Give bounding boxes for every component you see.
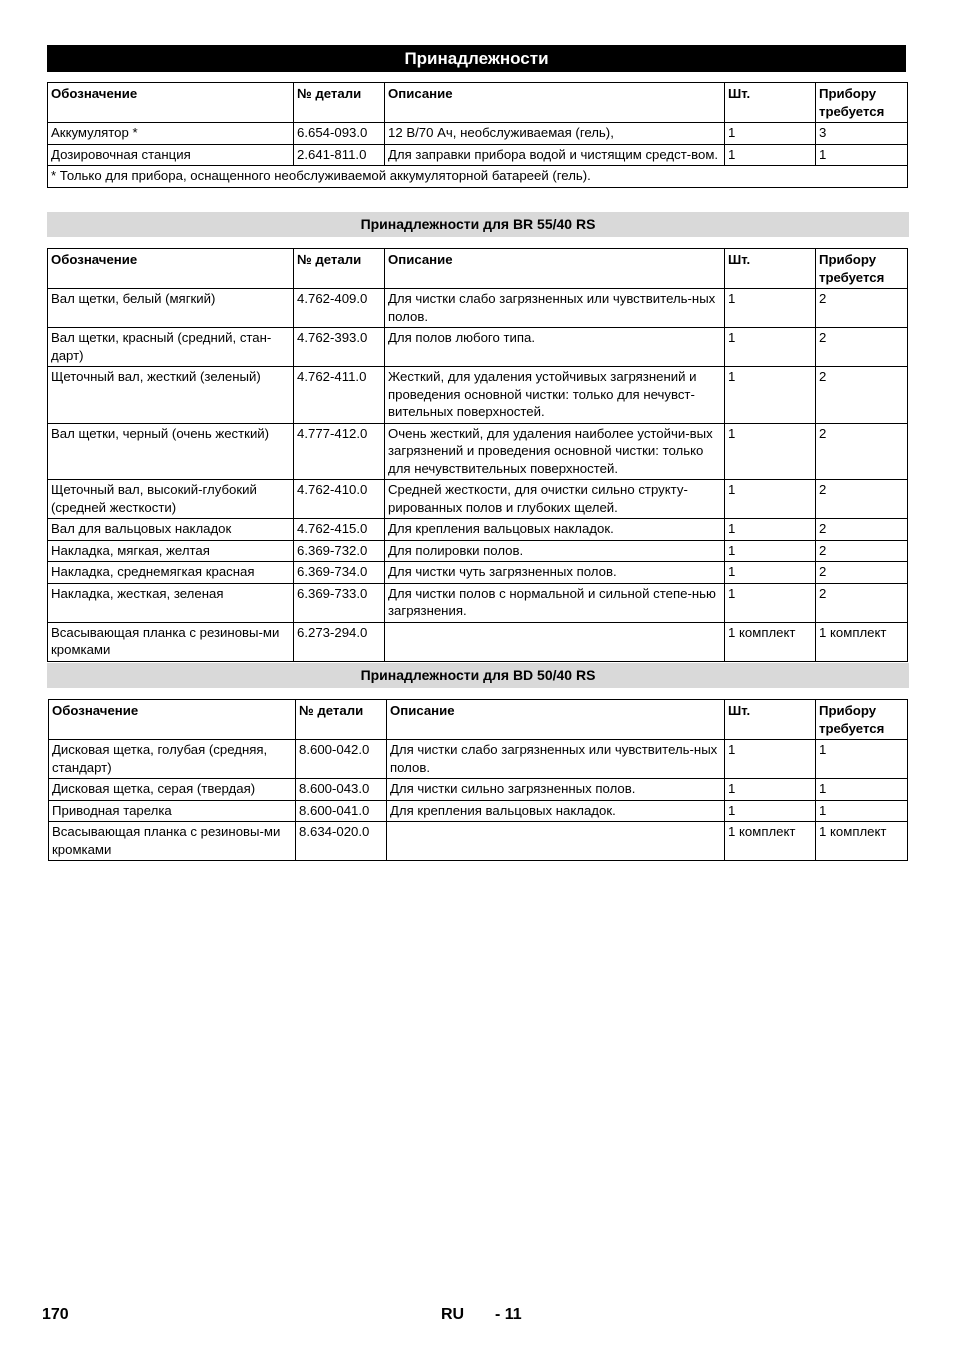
cell-required: 1 комплект <box>816 622 908 661</box>
cell-description: Для чистки сильно загрязненных полов. <box>387 779 725 801</box>
cell-part-number: 8.600-043.0 <box>296 779 387 801</box>
cell-description <box>387 822 725 861</box>
cell-required: 3 <box>816 123 908 145</box>
header-name: Обозначение <box>49 700 296 740</box>
header-required <box>816 700 908 740</box>
cell-part-number: 4.762-409.0 <box>294 289 385 328</box>
cell-name: Дозировочная станция <box>48 144 294 166</box>
cell-name: Аккумулятор * <box>48 123 294 145</box>
cell-description: Для крепления вальцовых накладок. <box>385 519 725 541</box>
cell-required: 2 <box>816 519 908 541</box>
cell-quantity: 1 <box>725 480 816 519</box>
section-page-number: - 11 <box>495 1306 522 1323</box>
cell-quantity: 1 <box>725 519 816 541</box>
cell-part-number: 4.762-393.0 <box>294 328 385 367</box>
table-row <box>48 367 908 424</box>
cell-required: 2 <box>816 583 908 622</box>
cell-required: 2 <box>816 562 908 584</box>
cell-required: 1 <box>816 779 908 801</box>
cell-description: 12 В/70 Ач, необслуживаемая (гель), <box>385 123 725 145</box>
cell-part-number: 6.369-733.0 <box>294 583 385 622</box>
cell-part-number: 8.600-041.0 <box>296 800 387 822</box>
cell-name: Щеточный вал, жесткий (зеленый) <box>48 367 294 424</box>
cell-part-number: 4.777-412.0 <box>294 423 385 480</box>
cell-part-number: 8.600-042.0 <box>296 740 387 779</box>
cell-name: Вал щетки, красный (средний, стан-дарт) <box>48 328 294 367</box>
cell-name: Приводная тарелка <box>49 800 296 822</box>
cell-description: Для чистки слабо загрязненных или чувствитель-ных полов. <box>385 289 725 328</box>
header-qty: Шт. <box>725 83 816 123</box>
header-desc: Описание <box>385 83 725 123</box>
table-header-row <box>49 700 908 740</box>
cell-description: Для полировки полов. <box>385 540 725 562</box>
cell-description: Для чистки полов с нормальной и сильной степе-нью загрязнения. <box>385 583 725 622</box>
header-part: № детали <box>294 249 385 289</box>
cell-part-number: 2.641-811.0 <box>294 144 385 166</box>
cell-part-number: 4.762-411.0 <box>294 367 385 424</box>
table-row <box>48 328 908 367</box>
header-name: Обозначение <box>48 249 294 289</box>
cell-required: 1 комплект <box>816 822 908 861</box>
cell-part-number: 6.654-093.0 <box>294 123 385 145</box>
cell-quantity: 1 <box>725 328 816 367</box>
cell-description: Для заправки прибора водой и чистящим средст-вом. <box>385 144 725 166</box>
header-required-line2: требуется <box>819 720 885 736</box>
header-qty: Шт. <box>725 249 816 289</box>
footnote: * Только для прибора, оснащенного необслуживаемой аккумуляторной батареей (гель). <box>48 166 908 188</box>
table-header-row <box>48 83 908 123</box>
table-row <box>48 123 908 145</box>
footnote-row <box>48 166 908 188</box>
table-row <box>48 540 908 562</box>
cell-description: Жесткий, для удаления устойчивых загрязнений и проведения основной чистки: только для нечувст-вительных поверхностей. <box>385 367 725 424</box>
cell-part-number: 6.369-732.0 <box>294 540 385 562</box>
cell-quantity: 1 комплект <box>725 822 816 861</box>
cell-required: 2 <box>816 289 908 328</box>
cell-description: Для полов любого типа. <box>385 328 725 367</box>
cell-part-number: 4.762-415.0 <box>294 519 385 541</box>
table-row <box>48 144 908 166</box>
cell-name: Всасывающая планка с резиновы-ми кромками <box>49 822 296 861</box>
cell-part-number: 8.634-020.0 <box>296 822 387 861</box>
cell-required: 2 <box>816 540 908 562</box>
cell-required: 1 <box>816 144 908 166</box>
cell-name: Вал для вальцовых накладок <box>48 519 294 541</box>
header-required <box>816 83 908 123</box>
cell-required: 2 <box>816 367 908 424</box>
section-heading-bd: Принадлежности для BD 50/40 RS <box>47 663 909 688</box>
table-row <box>49 740 908 779</box>
header-desc: Описание <box>387 700 725 740</box>
cell-description: Для чистки слабо загрязненных или чувствитель-ных полов. <box>387 740 725 779</box>
page-title: Принадлежности <box>47 45 906 72</box>
cell-name: Вал щетки, белый (мягкий) <box>48 289 294 328</box>
header-part: № детали <box>296 700 387 740</box>
page-number: 170 <box>42 1306 69 1323</box>
cell-quantity: 1 комплект <box>725 622 816 661</box>
table-row <box>48 519 908 541</box>
cell-quantity: 1 <box>725 583 816 622</box>
cell-required: 1 <box>816 740 908 779</box>
cell-name: Накладка, жесткая, зеленая <box>48 583 294 622</box>
cell-name: Накладка, среднемягкая красная <box>48 562 294 584</box>
cell-part-number: 6.369-734.0 <box>294 562 385 584</box>
table-row <box>48 289 908 328</box>
header-required-line1: Прибору <box>819 86 877 101</box>
cell-description: Для чистки чуть загрязненных полов. <box>385 562 725 584</box>
cell-required: 1 <box>816 800 908 822</box>
header-required <box>816 249 908 289</box>
cell-quantity: 1 <box>725 289 816 328</box>
cell-part-number: 6.273-294.0 <box>294 622 385 661</box>
cell-quantity: 1 <box>725 144 816 166</box>
cell-quantity: 1 <box>725 779 816 801</box>
section-heading-br: Принадлежности для BR 55/40 RS <box>47 212 909 237</box>
header-required-line2: требуется <box>819 103 885 119</box>
header-part: № детали <box>294 83 385 123</box>
header-desc: Описание <box>385 249 725 289</box>
language-code: RU <box>441 1306 465 1323</box>
cell-quantity: 1 <box>725 123 816 145</box>
cell-quantity: 1 <box>725 740 816 779</box>
cell-description: Очень жесткий, для удаления наиболее устойчи-вых загрязнений и проведения основной чистки: только для нечувствительных поверхностей. <box>385 423 725 480</box>
cell-part-number: 4.762-410.0 <box>294 480 385 519</box>
cell-required: 2 <box>816 328 908 367</box>
br-accessories-table <box>47 248 908 662</box>
cell-name: Дисковая щетка, голубая (средняя, стандарт) <box>49 740 296 779</box>
table-row <box>48 583 908 622</box>
cell-quantity: 1 <box>725 367 816 424</box>
cell-required: 2 <box>816 480 908 519</box>
table-row <box>49 822 908 861</box>
cell-name: Всасывающая планка с резиновы-ми кромками <box>48 622 294 661</box>
cell-quantity: 1 <box>725 423 816 480</box>
bd-accessories-table <box>48 699 908 861</box>
table-row <box>48 562 908 584</box>
table-row <box>49 779 908 801</box>
header-qty: Шт. <box>725 700 816 740</box>
table-row <box>49 800 908 822</box>
cell-name: Накладка, мягкая, желтая <box>48 540 294 562</box>
header-name: Обозначение <box>48 83 294 123</box>
cell-name: Дисковая щетка, серая (твердая) <box>49 779 296 801</box>
accessories-table <box>47 82 908 188</box>
table-header-row <box>48 249 908 289</box>
cell-description <box>385 622 725 661</box>
header-required-line2: требуется <box>819 269 885 285</box>
cell-quantity: 1 <box>725 562 816 584</box>
cell-quantity: 1 <box>725 800 816 822</box>
cell-required: 2 <box>816 423 908 480</box>
cell-quantity: 1 <box>725 540 816 562</box>
table-row <box>48 423 908 480</box>
header-required-line1: Прибору <box>819 252 877 267</box>
header-required-line1: Прибору <box>819 703 877 718</box>
cell-name: Щеточный вал, высокий-глубокий (средней жесткости) <box>48 480 294 519</box>
cell-description: Для крепления вальцовых накладок. <box>387 800 725 822</box>
cell-description: Средней жесткости, для очистки сильно структу-рированных полов и глубоких щелей. <box>385 480 725 519</box>
table-row <box>48 480 908 519</box>
table-row <box>48 622 908 661</box>
cell-name: Вал щетки, черный (очень жесткий) <box>48 423 294 480</box>
